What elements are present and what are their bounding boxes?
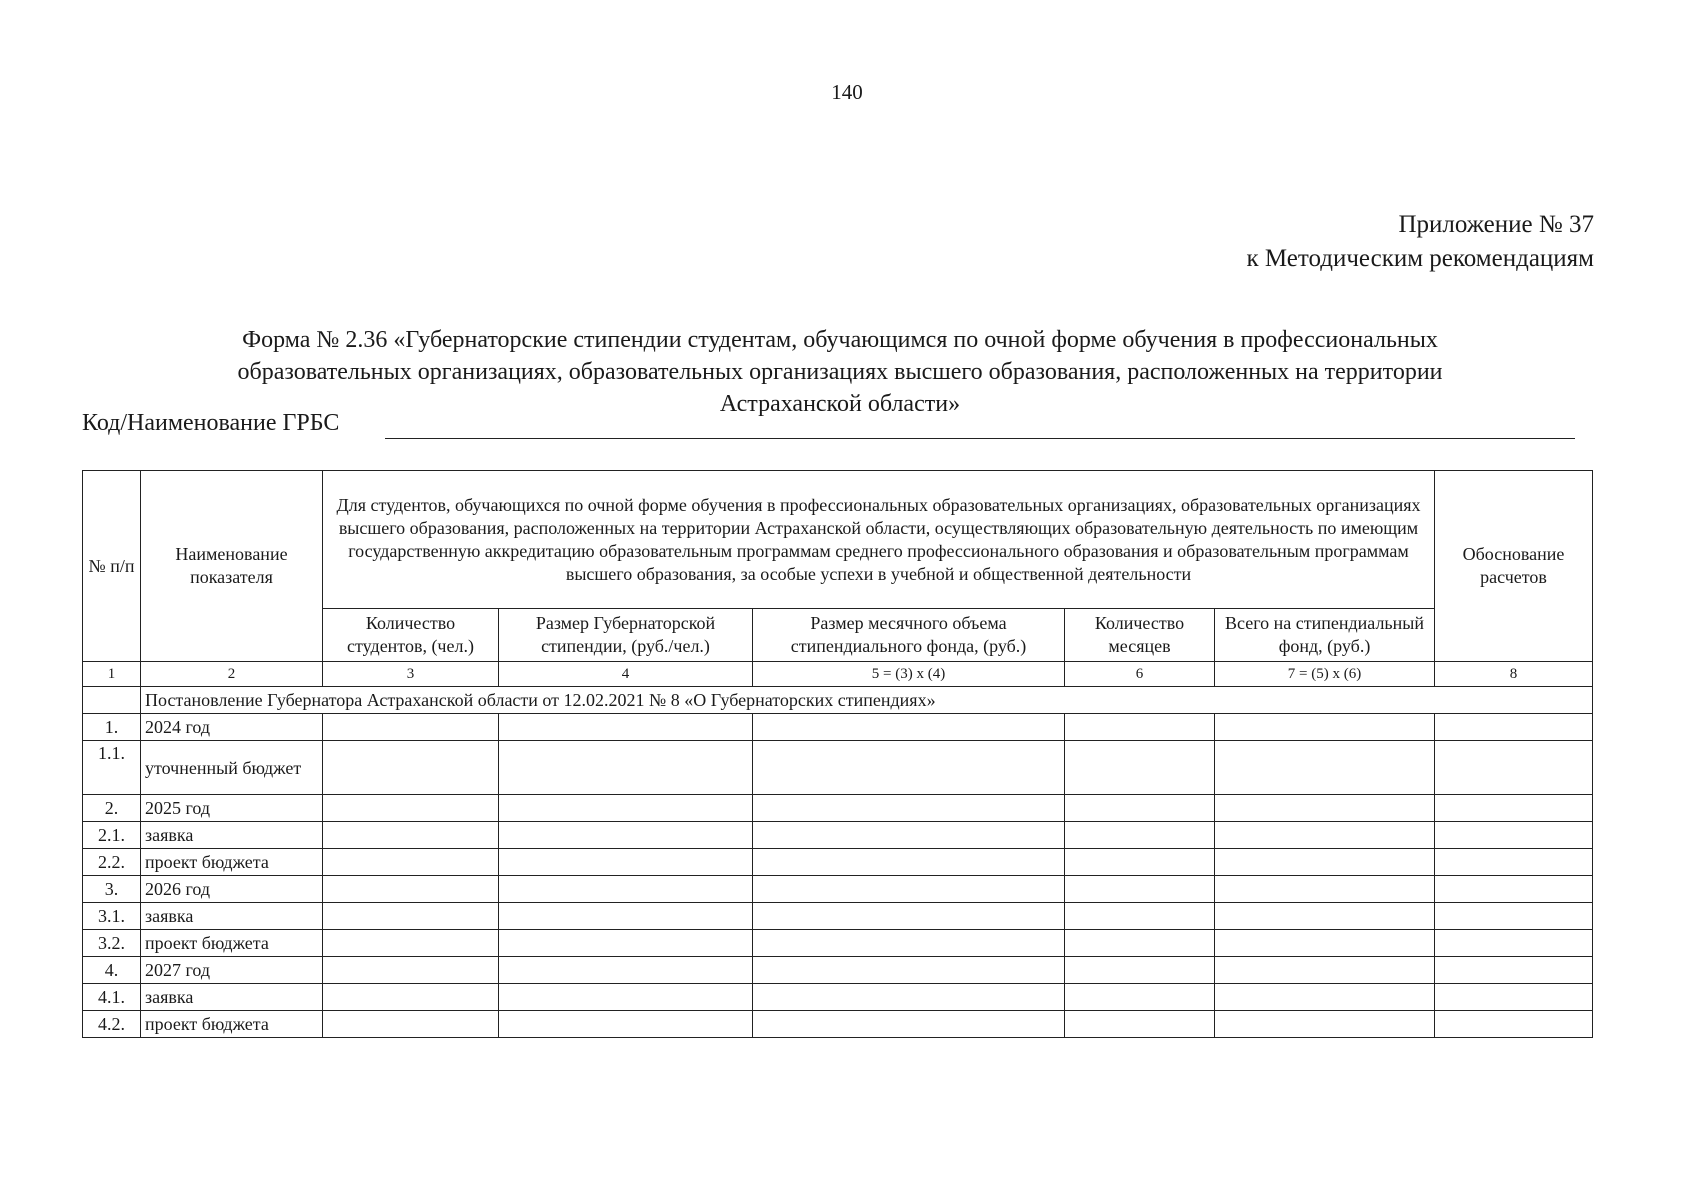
row-number: 4.2. — [83, 1011, 141, 1038]
row-name: уточненный бюджет — [141, 741, 323, 795]
monthly-fund-cell[interactable] — [753, 849, 1065, 876]
row-name: 2024 год — [141, 714, 323, 741]
table-row — [83, 957, 1593, 984]
table-row — [83, 930, 1593, 957]
row-number: 2. — [83, 795, 141, 822]
appendix-number: Приложение № 37 — [1398, 211, 1594, 238]
grbs-label: Код/Наименование ГРБС — [82, 410, 340, 436]
months-count-cell[interactable] — [1065, 930, 1215, 957]
monthly-fund-cell[interactable] — [753, 1011, 1065, 1038]
section-row — [83, 687, 1593, 714]
students-count-cell[interactable] — [323, 822, 499, 849]
header-months-count: Количество месяцев — [1065, 609, 1215, 662]
scholarship-size-cell[interactable] — [499, 903, 753, 930]
scholarship-size-cell[interactable] — [499, 714, 753, 741]
total-fund-cell[interactable] — [1215, 822, 1435, 849]
form-table — [82, 470, 1593, 1038]
header-monthly-fund: Размер месячного объема стипендиального фонда, (руб.) — [753, 609, 1065, 662]
table-row — [83, 795, 1593, 822]
page-number: 140 — [831, 80, 863, 104]
students-count-cell[interactable] — [323, 1011, 499, 1038]
students-count-cell[interactable] — [323, 984, 499, 1011]
total-fund-cell[interactable] — [1215, 957, 1435, 984]
justification-cell[interactable] — [1435, 795, 1593, 822]
row-name: заявка — [141, 903, 323, 930]
total-fund-cell[interactable] — [1215, 849, 1435, 876]
scholarship-size-cell[interactable] — [499, 930, 753, 957]
justification-cell[interactable] — [1435, 822, 1593, 849]
months-count-cell[interactable] — [1065, 849, 1215, 876]
students-count-cell[interactable] — [323, 930, 499, 957]
header-scholarship-size: Размер Губернаторской стипендии, (руб./чел.) — [499, 609, 753, 662]
students-count-cell[interactable] — [323, 795, 499, 822]
row-name: заявка — [141, 984, 323, 1011]
total-fund-cell[interactable] — [1215, 930, 1435, 957]
table-row — [83, 714, 1593, 741]
justification-cell[interactable] — [1435, 876, 1593, 903]
total-fund-cell[interactable] — [1215, 741, 1435, 795]
section-title: Постановление Губернатора Астраханской области от 12.02.2021 № 8 «О Губернаторских стипендиях» — [141, 687, 1593, 714]
row-number: 3.2. — [83, 930, 141, 957]
justification-cell[interactable] — [1435, 957, 1593, 984]
grbs-input-line[interactable] — [385, 438, 1575, 439]
scholarship-size-cell[interactable] — [499, 1011, 753, 1038]
table-row — [83, 849, 1593, 876]
table-row — [83, 876, 1593, 903]
table-row — [83, 984, 1593, 1011]
total-fund-cell[interactable] — [1215, 876, 1435, 903]
total-fund-cell[interactable] — [1215, 903, 1435, 930]
column-numbering-row — [83, 662, 1593, 687]
section-empty-cell — [83, 687, 141, 714]
table-row — [83, 1011, 1593, 1038]
students-count-cell[interactable] — [323, 714, 499, 741]
row-number: 4. — [83, 957, 141, 984]
months-count-cell[interactable] — [1065, 957, 1215, 984]
justification-cell[interactable] — [1435, 930, 1593, 957]
monthly-fund-cell[interactable] — [753, 903, 1065, 930]
total-fund-cell[interactable] — [1215, 714, 1435, 741]
column-number: 1 — [83, 662, 141, 687]
students-count-cell[interactable] — [323, 849, 499, 876]
row-name: проект бюджета — [141, 930, 323, 957]
column-number: 3 — [323, 662, 499, 687]
justification-cell[interactable] — [1435, 903, 1593, 930]
months-count-cell[interactable] — [1065, 741, 1215, 795]
months-count-cell[interactable] — [1065, 822, 1215, 849]
row-name: проект бюджета — [141, 849, 323, 876]
scholarship-size-cell[interactable] — [499, 741, 753, 795]
scholarship-size-cell[interactable] — [499, 849, 753, 876]
form-title-line: Форма № 2.36 «Губернаторские стипендии студентам, обучающимся по очной форме обучения в профессиональных — [242, 327, 1438, 353]
total-fund-cell[interactable] — [1215, 1011, 1435, 1038]
row-number: 4.1. — [83, 984, 141, 1011]
row-name: 2025 год — [141, 795, 323, 822]
scholarship-size-cell[interactable] — [499, 822, 753, 849]
column-number: 8 — [1435, 662, 1593, 687]
row-number: 2.2. — [83, 849, 141, 876]
monthly-fund-cell[interactable] — [753, 876, 1065, 903]
total-fund-cell[interactable] — [1215, 795, 1435, 822]
months-count-cell[interactable] — [1065, 795, 1215, 822]
appendix-reference: к Методическим рекомендациям — [1246, 245, 1594, 272]
students-count-cell[interactable] — [323, 957, 499, 984]
header-group: Для студентов, обучающихся по очной форме обучения в профессиональных образовательных организациях, образовательных организациях высшего образования, расположенных на территории Астраханской области, осуществляющих образовательную деятельность по имеющим государственную аккредитацию образовательным программам среднего профессионального образования и образовательным программам высшего образования, за особые успехи в учебной и общественной деятельности — [323, 471, 1435, 609]
row-name: 2026 год — [141, 876, 323, 903]
row-number: 1.1. — [83, 741, 141, 795]
table-row — [83, 903, 1593, 930]
column-number: 7 = (5) x (6) — [1215, 662, 1435, 687]
row-number: 1. — [83, 714, 141, 741]
justification-cell[interactable] — [1435, 1011, 1593, 1038]
table-header — [83, 471, 1593, 662]
justification-cell[interactable] — [1435, 741, 1593, 795]
monthly-fund-cell[interactable] — [753, 822, 1065, 849]
justification-cell[interactable] — [1435, 849, 1593, 876]
scholarship-size-cell[interactable] — [499, 876, 753, 903]
row-number: 2.1. — [83, 822, 141, 849]
column-number: 5 = (3) x (4) — [753, 662, 1065, 687]
header-col-number: № п/п — [83, 471, 141, 662]
scholarship-size-cell[interactable] — [499, 795, 753, 822]
row-name: проект бюджета — [141, 1011, 323, 1038]
row-name: 2027 год — [141, 957, 323, 984]
justification-cell[interactable] — [1435, 984, 1593, 1011]
students-count-cell[interactable] — [323, 903, 499, 930]
form-title-line: Астраханской области» — [719, 391, 961, 417]
months-count-cell[interactable] — [1065, 876, 1215, 903]
months-count-cell[interactable] — [1065, 903, 1215, 930]
table-row — [83, 822, 1593, 849]
scholarship-size-cell[interactable] — [499, 957, 753, 984]
scholarship-size-cell[interactable] — [499, 984, 753, 1011]
months-count-cell[interactable] — [1065, 1011, 1215, 1038]
row-name: заявка — [141, 822, 323, 849]
monthly-fund-cell[interactable] — [753, 714, 1065, 741]
header-students-count: Количество студентов, (чел.) — [323, 609, 499, 662]
header-col-name: Наименование показателя — [141, 471, 323, 662]
header-col-justification: Обоснование расчетов — [1435, 471, 1593, 662]
monthly-fund-cell[interactable] — [753, 984, 1065, 1011]
column-number: 4 — [499, 662, 753, 687]
monthly-fund-cell[interactable] — [753, 741, 1065, 795]
appendix-block — [1246, 208, 1594, 276]
monthly-fund-cell[interactable] — [753, 795, 1065, 822]
row-number: 3. — [83, 876, 141, 903]
students-count-cell[interactable] — [323, 876, 499, 903]
justification-cell[interactable] — [1435, 714, 1593, 741]
students-count-cell[interactable] — [323, 741, 499, 795]
form-title — [140, 324, 1540, 420]
table-row — [83, 741, 1593, 795]
monthly-fund-cell[interactable] — [753, 957, 1065, 984]
months-count-cell[interactable] — [1065, 714, 1215, 741]
column-number: 6 — [1065, 662, 1215, 687]
total-fund-cell[interactable] — [1215, 984, 1435, 1011]
months-count-cell[interactable] — [1065, 984, 1215, 1011]
header-total-fund: Всего на стипендиальный фонд, (руб.) — [1215, 609, 1435, 662]
column-number: 2 — [141, 662, 323, 687]
monthly-fund-cell[interactable] — [753, 930, 1065, 957]
form-title-line: образовательных организациях, образовательных организациях высшего образования, расположенных на территории — [237, 359, 1443, 385]
row-number: 3.1. — [83, 903, 141, 930]
